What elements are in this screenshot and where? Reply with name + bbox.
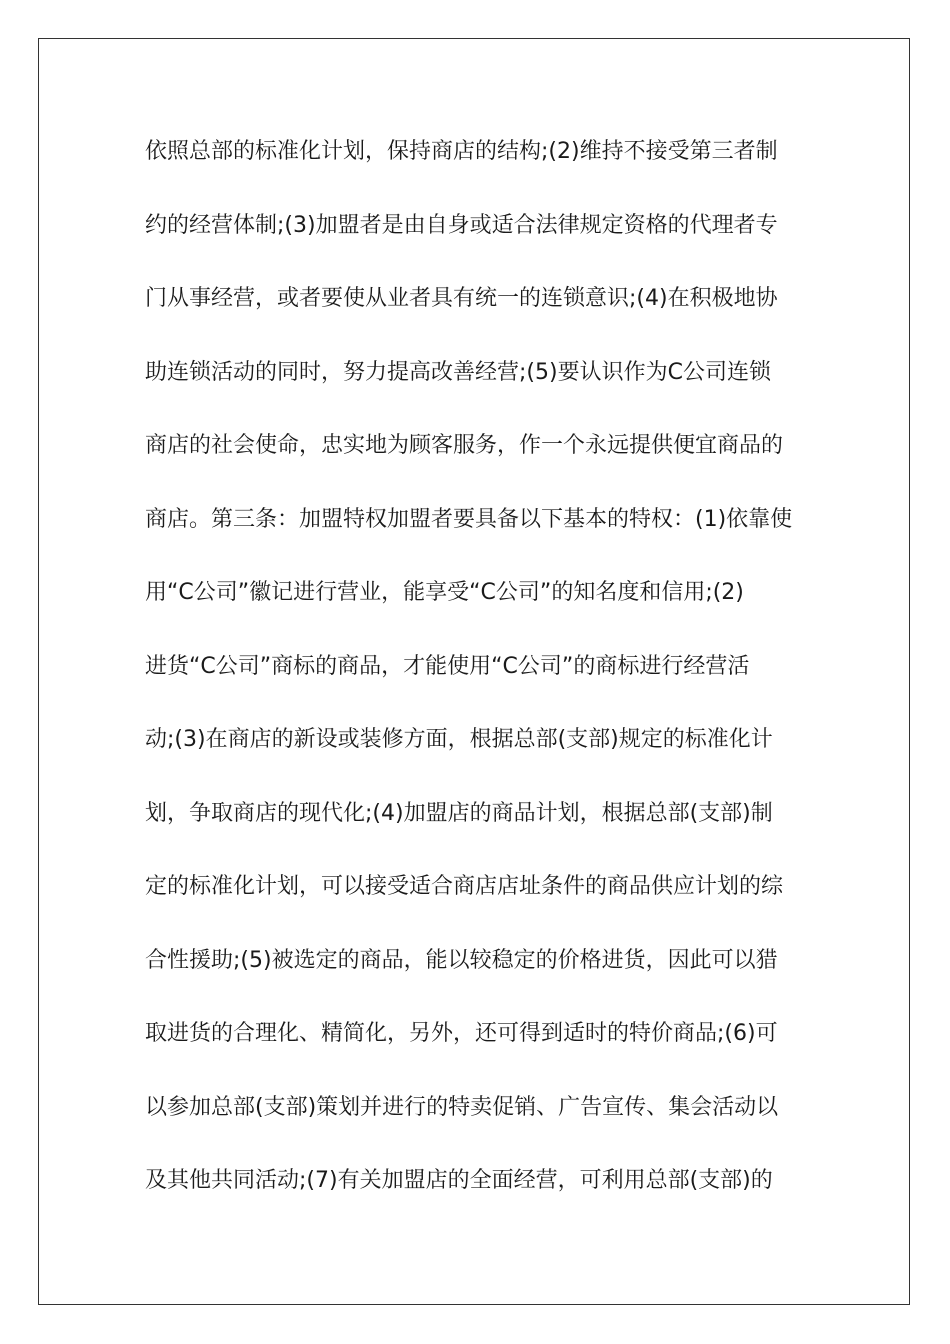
text-line: 及其他共同活动;(7)有关加盟店的全面经营，可利用总部(支部)的 xyxy=(145,1168,773,1193)
text-line: 定的标准化计划，可以接受适合商店店址条件的商品供应计划的综 xyxy=(145,874,784,899)
text-line: 动;(3)在商店的新设或装修方面，根据总部(支部)规定的标准化计 xyxy=(145,727,773,752)
text-line: 合性援助;(5)被选定的商品，能以较稳定的价格进货，因此可以猎 xyxy=(145,947,778,973)
text-line: 取进货的合理化、精简化，另外，还可得到适时的特价商品;(6)可 xyxy=(145,1021,778,1046)
text-line: 划，争取商店的现代化;(4)加盟店的商品计划，根据总部(支部)制 xyxy=(145,800,773,826)
text-line: 依照总部的标准化计划，保持商店的结构;(2)维持不接受第三者制 xyxy=(145,139,778,164)
text-line: 用“C公司”徽记进行营业，能享受“C公司”的知名度和信用;(2) xyxy=(145,580,744,605)
text-line: 约的经营体制;(3)加盟者是由自身或适合法律规定资格的代理者专 xyxy=(145,212,778,238)
text-line: 进货“C公司”商标的商品，才能使用“C公司”的商标进行经营活 xyxy=(145,653,750,679)
document-body xyxy=(145,132,810,1235)
text-line: 商店。第三条：加盟特权加盟者要具备以下基本的特权：(1)依靠使 xyxy=(145,506,793,532)
text-line: 商店的社会使命，忠实地为顾客服务，作一个永远提供便宜商品的 xyxy=(145,433,784,458)
text-line: 以参加总部(支部)策划并进行的特卖促销、广告宣传、集会活动以 xyxy=(145,1094,779,1120)
text-line: 门从事经营，或者要使从业者具有统一的连锁意识;(4)在积极地协 xyxy=(145,286,778,311)
text-line: 助连锁活动的同时，努力提高改善经营;(5)要认识作为C公司连锁 xyxy=(145,359,771,385)
